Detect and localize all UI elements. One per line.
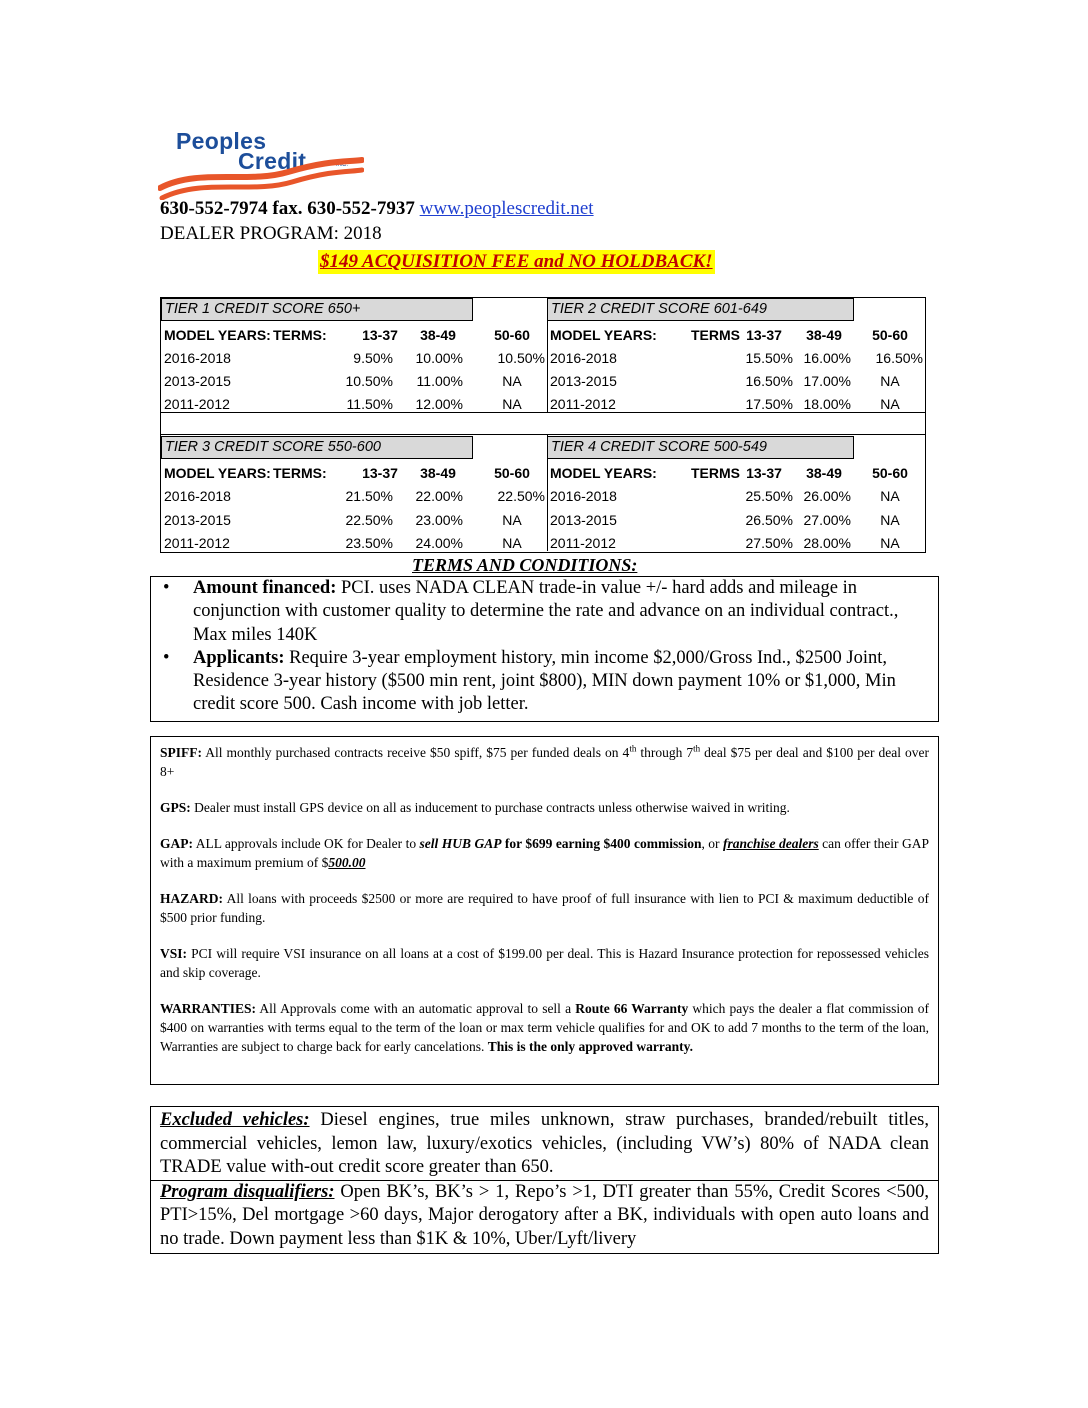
tier-3-year: 2016-2018: [164, 488, 231, 504]
tier-2-rate: NA: [880, 373, 900, 389]
hazard-label: HAZARD:: [160, 891, 223, 906]
warranties-route-66: Route 66 Warranty: [575, 1001, 689, 1016]
tier-3-year: 2013-2015: [164, 512, 231, 528]
warranties-note: This is the only approved warranty.: [487, 1039, 694, 1054]
amount-financed-label: Amount financed:: [193, 578, 337, 598]
tier-1-rate: 10.50%: [345, 373, 393, 389]
tier-2-year: 2011-2012: [550, 396, 616, 412]
excluded-vehicles-text: Diesel engines, true miles unknown, straw purchases, branded/rebuilt titles, commercial vehicles, lemon law, luxury/exotics vehicles, (including VW’s) 80% of NADA clean TRADE value with-out credit score greater than 650.: [160, 1110, 929, 1177]
applicants-label: Applicants:: [193, 647, 285, 668]
tier-2-col-terms: TERMS: [691, 327, 740, 343]
tier-2-rate: 15.50%: [745, 350, 793, 366]
tier-3-col-term: 13-37: [362, 465, 398, 481]
applicants-text: Require 3-year employment history, min income $2,000/Gross Ind., $2500 Joint, Residence 3-year history ($500 min rent, joint $800), MIN down payment 10% or $1,000, Min credit score 500. Cash income with job letter.: [193, 647, 896, 715]
tier-3-rate: 21.50%: [345, 488, 393, 504]
tier-4-year: 2016-2018: [550, 488, 617, 504]
tier-4-rate: NA: [880, 535, 900, 551]
tier-3-rate: 23.00%: [415, 512, 463, 528]
terms-box: [150, 576, 939, 722]
tier-3-rate: 22.00%: [415, 488, 463, 504]
hazard-paragraph: [160, 889, 929, 927]
tier-3-rate: 22.50%: [345, 512, 393, 528]
warranties-label: WARRANTIES:: [160, 1001, 257, 1016]
tier-2-rate: 18.00%: [803, 396, 851, 412]
tier-4-rate: 27.50%: [745, 535, 793, 551]
gap-label: GAP:: [160, 836, 193, 851]
tier-2-rate: 16.00%: [803, 350, 851, 366]
program-disqualifiers-paragraph: [160, 1181, 929, 1252]
tier-4-year: 2011-2012: [550, 535, 616, 551]
tier-3-col-term: 38-49: [420, 465, 456, 481]
gap-sell-hub: sell HUB GAP: [419, 836, 502, 851]
program-details-box: [150, 736, 939, 1085]
spiff-paragraph: [160, 743, 929, 781]
tier-2-header: TIER 2 CREDIT SCORE 601-649: [547, 298, 854, 321]
tier-2-rate: 16.50%: [745, 373, 793, 389]
tier-1-col-term: 38-49: [420, 327, 456, 343]
tier-2-col-term: 38-49: [806, 327, 842, 343]
tier-4-col-term: 50-60: [872, 465, 908, 481]
tier-1-rate: 10.00%: [415, 350, 463, 366]
tier-3-rate: NA: [502, 512, 522, 528]
tier-2-col-term: 13-37: [746, 327, 782, 343]
gps-text: Dealer must install GPS device on all as inducement to purchase contracts unless otherwise waived in writing.: [190, 800, 790, 815]
spiff-superscript: th: [629, 743, 637, 754]
gap-franchise: franchise dealers: [723, 836, 819, 851]
amount-financed-text: PCI. uses NADA CLEAN trade-in value +/- hard adds and mileage in conjunction with customer quality to determine the rate and advance on an individual contract., Max miles 140K: [193, 578, 899, 645]
tier-1-col-terms: TERMS:: [273, 327, 327, 343]
program-disqualifiers-label: Program disqualifiers:: [160, 1181, 335, 1202]
tier-4-rate: NA: [880, 512, 900, 528]
tier-1-rate: 11.50%: [346, 396, 393, 412]
tier-1-rate: NA: [502, 396, 522, 412]
tier-4-year: 2013-2015: [550, 512, 617, 528]
spiff-text: deal $75 per deal and $100 per deal over 8+: [160, 745, 929, 779]
warranties-text: All Approvals come with an automatic approval to sell a: [256, 1001, 576, 1016]
tier-3-header: TIER 3 CREDIT SCORE 550-600: [161, 436, 473, 459]
acquisition-fee-banner: $149 ACQUISITION FEE and NO HOLDBACK!: [320, 251, 713, 272]
gps-label: GPS:: [160, 800, 191, 815]
tier-1-header: TIER 1 CREDIT SCORE 650+: [161, 298, 473, 321]
tier-1-year: 2011-2012: [164, 396, 230, 412]
rate-tiers-table: [160, 297, 926, 553]
row-divider: [161, 434, 925, 435]
tier-1-year: 2013-2015: [164, 373, 231, 389]
program-title: DEALER PROGRAM: 2018: [160, 223, 382, 244]
gap-paragraph: [160, 834, 929, 872]
tier-1-rate: 10.50%: [497, 350, 545, 366]
website-link[interactable]: www.peoplescredit.net: [419, 198, 594, 219]
tier-2-rate: 16.50%: [875, 350, 923, 366]
tier-4-rate: 28.00%: [803, 535, 851, 551]
spiff-superscript: th: [693, 743, 701, 754]
tier-1-rate: 12.00%: [415, 396, 463, 412]
tier-4-col-terms: TERMS: [691, 465, 740, 481]
logo-suffix: INC.: [336, 162, 348, 168]
tier-3-col-model: MODEL YEARS:: [164, 465, 271, 481]
list-item: [151, 647, 938, 717]
hazard-text: All loans with proceeds $2500 or more are required to have proof of full insurance with lien to PCI & maximum deductible of $500 prior funding.: [160, 891, 929, 925]
tier-3-rate: 22.50%: [497, 488, 545, 504]
tier-2-col-term: 50-60: [872, 327, 908, 343]
tier-4-col-term: 13-37: [746, 465, 782, 481]
tier-4-col-term: 38-49: [806, 465, 842, 481]
excluded-vehicles-label: Excluded vehicles:: [160, 1110, 310, 1130]
tier-4-rate: 26.00%: [803, 488, 851, 504]
tier-4-rate: NA: [880, 488, 900, 504]
gap-text: can offer their GAP with a maximum premium of $: [160, 836, 929, 870]
spiff-text: All monthly purchased contracts receive $50 spiff, $75 per funded deals on 4: [202, 745, 630, 760]
tier-1-year: 2016-2018: [164, 350, 231, 366]
tier-4-rate: 25.50%: [745, 488, 793, 504]
tier-4-header: TIER 4 CREDIT SCORE 500-549: [547, 436, 854, 459]
tier-2-col-model: MODEL YEARS:: [550, 327, 657, 343]
phone-fax: 630-552-7974 fax. 630-552-7937: [160, 198, 415, 219]
vsi-label: VSI:: [160, 946, 188, 961]
warranties-paragraph: [160, 999, 929, 1056]
spiff-text: through 7: [636, 745, 694, 760]
terms-list: [151, 577, 938, 717]
gap-max-premium: 500.00: [328, 855, 366, 870]
tier-3-rate: NA: [502, 535, 522, 551]
tier-2-rate: 17.00%: [803, 373, 851, 389]
excluded-vehicles-paragraph: [160, 1109, 929, 1180]
gap-text: ALL approvals include OK for Dealer to: [193, 836, 420, 851]
tier-4-col-model: MODEL YEARS:: [550, 465, 657, 481]
tier-3-year: 2011-2012: [164, 535, 230, 551]
tier-3-rate: 24.00%: [415, 535, 463, 551]
logo-word-peoples: Peoples: [176, 128, 267, 154]
vsi-text: PCI will require VSI insurance on all loans at a cost of $199.00 per deal. This is Hazard Insurance protection for repossessed vehicles and skip coverage.: [160, 946, 929, 980]
logo-word-credit: Credit: [238, 148, 307, 174]
tier-2-rate: NA: [880, 396, 900, 412]
gap-text: , or: [701, 836, 724, 851]
tier-4-rate: 26.50%: [745, 512, 793, 528]
contact-line: [160, 198, 594, 220]
peoples-credit-logo: [158, 124, 368, 200]
tier-1-col-term: 50-60: [494, 327, 530, 343]
program-disqualifiers-text: Open BK’s, BK’s > 1, Repo’s >1, DTI greater than 55%, Credit Scores <500, PTI>15%, Del mortgage >60 days, Major derogatory after a BK, individuals with open auto loans and no trade. Down payment less than $1K & 10%, Uber/Lyft/livery: [160, 1181, 929, 1249]
warranties-text: which pays the dealer a flat commission of $400 on warranties with terms equal to the term of the loan or max term vehicle qualifies for and OK to add 7 months to the term of the loan, Warranties are subject to charge back for early cancelations.: [160, 1001, 929, 1054]
gap-commission: for $699 earning $400 commission: [501, 836, 702, 851]
tier-4-rate: 27.00%: [803, 512, 851, 528]
tier-1-rate: 11.00%: [416, 373, 463, 389]
exclusions-box: [150, 1106, 939, 1254]
vsi-paragraph: [160, 944, 929, 982]
tier-2-year: 2013-2015: [550, 373, 617, 389]
tier-3-rate: 23.50%: [345, 535, 393, 551]
list-item: [151, 577, 938, 647]
tier-2-rate: 17.50%: [745, 396, 793, 412]
tier-2-year: 2016-2018: [550, 350, 617, 366]
terms-title: TERMS AND CONDITIONS:: [412, 555, 638, 575]
tier-3-col-term: 50-60: [494, 465, 530, 481]
tier-3-col-terms: TERMS:: [273, 465, 327, 481]
tier-1-col-term: 13-37: [362, 327, 398, 343]
tier-1-col-model: MODEL YEARS:: [164, 327, 271, 343]
tier-1-rate: 9.50%: [353, 350, 393, 366]
gps-paragraph: [160, 798, 929, 817]
spiff-label: SPIFF:: [160, 745, 202, 760]
logo-swoosh-icon: [158, 154, 364, 200]
tier-1-rate: NA: [502, 373, 522, 389]
